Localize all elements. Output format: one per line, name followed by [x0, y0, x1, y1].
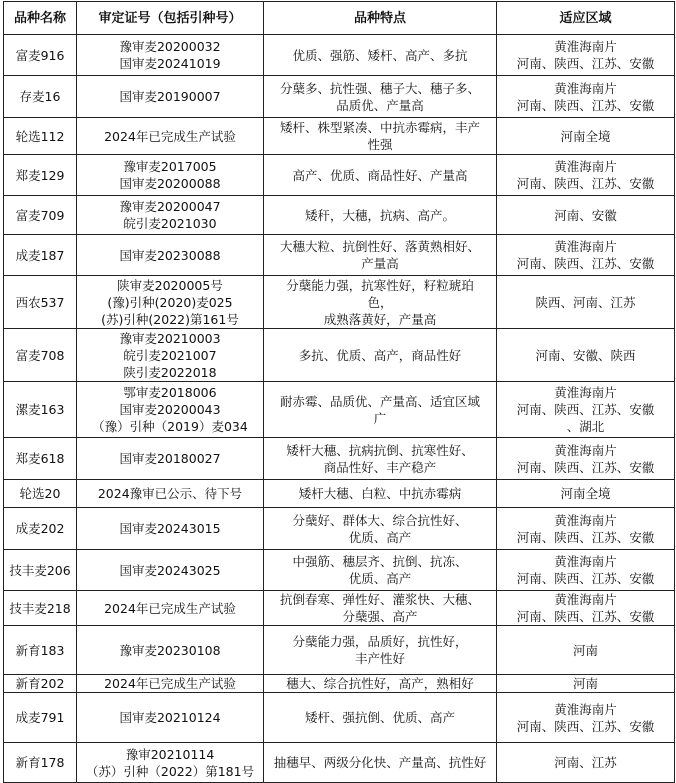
certificate-cell: 2024年已完成生产试验	[77, 675, 264, 693]
region-cell: 河南全境	[497, 118, 675, 155]
table-row	[4, 35, 675, 76]
region-cell: 黄淮海南片 河南、陕西、江苏、安徽	[497, 693, 675, 743]
table-row	[4, 693, 675, 743]
variety-name-cell: 新育202	[4, 675, 77, 693]
traits-cell: 分蘖能力强，抗寒性好，籽粒琥珀 色， 成熟落黄好，产量高	[264, 276, 497, 329]
region-cell: 河南	[497, 675, 675, 693]
table-row	[4, 118, 675, 155]
traits-cell: 优质、强筋、矮杆、高产、多抗	[264, 35, 497, 76]
region-cell: 黄淮海南片 河南、陕西、江苏、安徽	[497, 76, 675, 118]
traits-cell: 矮杆、强抗倒、优质、高产	[264, 693, 497, 743]
variety-name-cell: 富麦708	[4, 329, 77, 382]
traits-cell: 分蘖好、群体大、综合抗性好、 优质、高产	[264, 508, 497, 550]
header-region: 适应区域	[497, 2, 675, 35]
variety-name-cell: 轮选112	[4, 118, 77, 155]
wheat-variety-table	[3, 1, 675, 783]
variety-name-cell: 存麦16	[4, 76, 77, 118]
certificate-cell: 豫审麦20200032 国审麦20241019	[77, 35, 264, 76]
region-cell: 黄淮海南片 河南、陕西、江苏、安徽	[497, 550, 675, 591]
traits-cell: 穗大、综合抗性好，高产，熟相好	[264, 675, 497, 693]
header-row	[4, 2, 675, 35]
traits-cell: 中强筋、穗层齐、抗倒、抗冻、 优质、高产	[264, 550, 497, 591]
region-cell: 黄淮海南片 河南、陕西、江苏、安徽	[497, 155, 675, 196]
traits-cell: 矮杆大穗、白粒、中抗赤霉病	[264, 480, 497, 508]
certificate-cell: 豫审麦20210003 皖引麦2021007 陕引麦2022018	[77, 329, 264, 382]
certificate-cell: 豫审麦20200047 皖引麦2021030	[77, 196, 264, 235]
region-cell: 河南	[497, 626, 675, 675]
variety-name-cell: 富麦709	[4, 196, 77, 235]
variety-name-cell: 技丰麦218	[4, 591, 77, 626]
variety-name-cell: 成麦202	[4, 508, 77, 550]
header-traits: 品种特点	[264, 2, 497, 35]
traits-cell: 分蘖多、抗性强、穗子大、穗子多、 品质优、产量高	[264, 76, 497, 118]
region-cell: 陕西、河南、江苏	[497, 276, 675, 329]
traits-cell: 矮杆、株型紧凑、中抗赤霉病，丰产 性强	[264, 118, 497, 155]
variety-name-cell: 技丰麦206	[4, 550, 77, 591]
traits-cell: 矮秆，大穗，抗病、高产。	[264, 196, 497, 235]
region-cell: 河南、安徽、陕西	[497, 329, 675, 382]
region-cell: 黄淮海南片 河南、陕西、江苏、安徽	[497, 35, 675, 76]
certificate-cell: 国审麦20210124	[77, 693, 264, 743]
traits-cell: 高产、优质、商品性好、产量高	[264, 155, 497, 196]
variety-name-cell: 郑麦618	[4, 438, 77, 480]
variety-name-cell: 西农537	[4, 276, 77, 329]
variety-name-cell: 郑麦129	[4, 155, 77, 196]
variety-name-cell: 富麦916	[4, 35, 77, 76]
certificate-cell: 豫审麦2017005 国审麦20200088	[77, 155, 264, 196]
region-cell: 河南、江苏	[497, 743, 675, 783]
header-variety-name: 品种名称	[4, 2, 77, 35]
traits-cell: 耐赤霉、品质优、产量高、适宜区域 广	[264, 382, 497, 438]
table-row	[4, 675, 675, 693]
table-row	[4, 235, 675, 276]
table-row	[4, 743, 675, 783]
certificate-cell: 国审麦20230088	[77, 235, 264, 276]
variety-name-cell: 漯麦163	[4, 382, 77, 438]
table-row	[4, 155, 675, 196]
certificate-cell: 陕审麦2020005号 (豫)引种(2020)麦025 (苏)引种(2022)第161号	[77, 276, 264, 329]
certificate-cell: 2024年已完成生产试验	[77, 118, 264, 155]
region-cell: 黄淮海南片 河南、陕西、江苏、安徽	[497, 508, 675, 550]
table-row	[4, 550, 675, 591]
header-certificate: 审定证号（包括引种号）	[77, 2, 264, 35]
variety-name-cell: 新育178	[4, 743, 77, 783]
certificate-cell: 2024豫审已公示、待下号	[77, 480, 264, 508]
variety-name-cell: 成麦187	[4, 235, 77, 276]
region-cell: 黄淮海南片 河南、陕西、江苏、安徽 、湖北	[497, 382, 675, 438]
region-cell: 河南全境	[497, 480, 675, 508]
certificate-cell: 国审麦20180027	[77, 438, 264, 480]
traits-cell: 分蘖能力强，品质好，抗性好， 丰产性好	[264, 626, 497, 675]
table-row	[4, 382, 675, 438]
traits-cell: 矮杆大穗、抗病抗倒、抗寒性好、 商品性好、丰产稳产	[264, 438, 497, 480]
table-row	[4, 591, 675, 626]
region-cell: 河南、安徽	[497, 196, 675, 235]
region-cell: 黄淮海南片 河南、陕西、江苏、安徽	[497, 235, 675, 276]
certificate-cell: 鄂审麦2018006 国审麦20200043 （豫）引种（2019）麦034	[77, 382, 264, 438]
region-cell: 黄淮海南片 河南、陕西、江苏、安徽	[497, 438, 675, 480]
region-cell: 黄淮海南片 河南、陕西、江苏、安徽	[497, 591, 675, 626]
traits-cell: 多抗、优质、高产，商品性好	[264, 329, 497, 382]
table-row	[4, 508, 675, 550]
certificate-cell: 豫审20210114 （苏）引种（2022）第181号	[77, 743, 264, 783]
table-row	[4, 196, 675, 235]
traits-cell: 抗倒春寒、弹性好、灌浆快、大穗、 分蘖强、高产	[264, 591, 497, 626]
certificate-cell: 2024年已完成生产试验	[77, 591, 264, 626]
variety-name-cell: 成麦791	[4, 693, 77, 743]
traits-cell: 大穗大粒、抗倒性好、落黄熟相好、 产量高	[264, 235, 497, 276]
table-row	[4, 480, 675, 508]
table-row	[4, 626, 675, 675]
variety-name-cell: 轮选20	[4, 480, 77, 508]
table-row	[4, 276, 675, 329]
table-row	[4, 438, 675, 480]
table-row	[4, 329, 675, 382]
traits-cell: 抽穗早、两级分化快、产量高、抗性好	[264, 743, 497, 783]
certificate-cell: 豫审麦20230108	[77, 626, 264, 675]
certificate-cell: 国审麦20243025	[77, 550, 264, 591]
table-row	[4, 76, 675, 118]
certificate-cell: 国审麦20243015	[77, 508, 264, 550]
variety-name-cell: 新育183	[4, 626, 77, 675]
certificate-cell: 国审麦20190007	[77, 76, 264, 118]
